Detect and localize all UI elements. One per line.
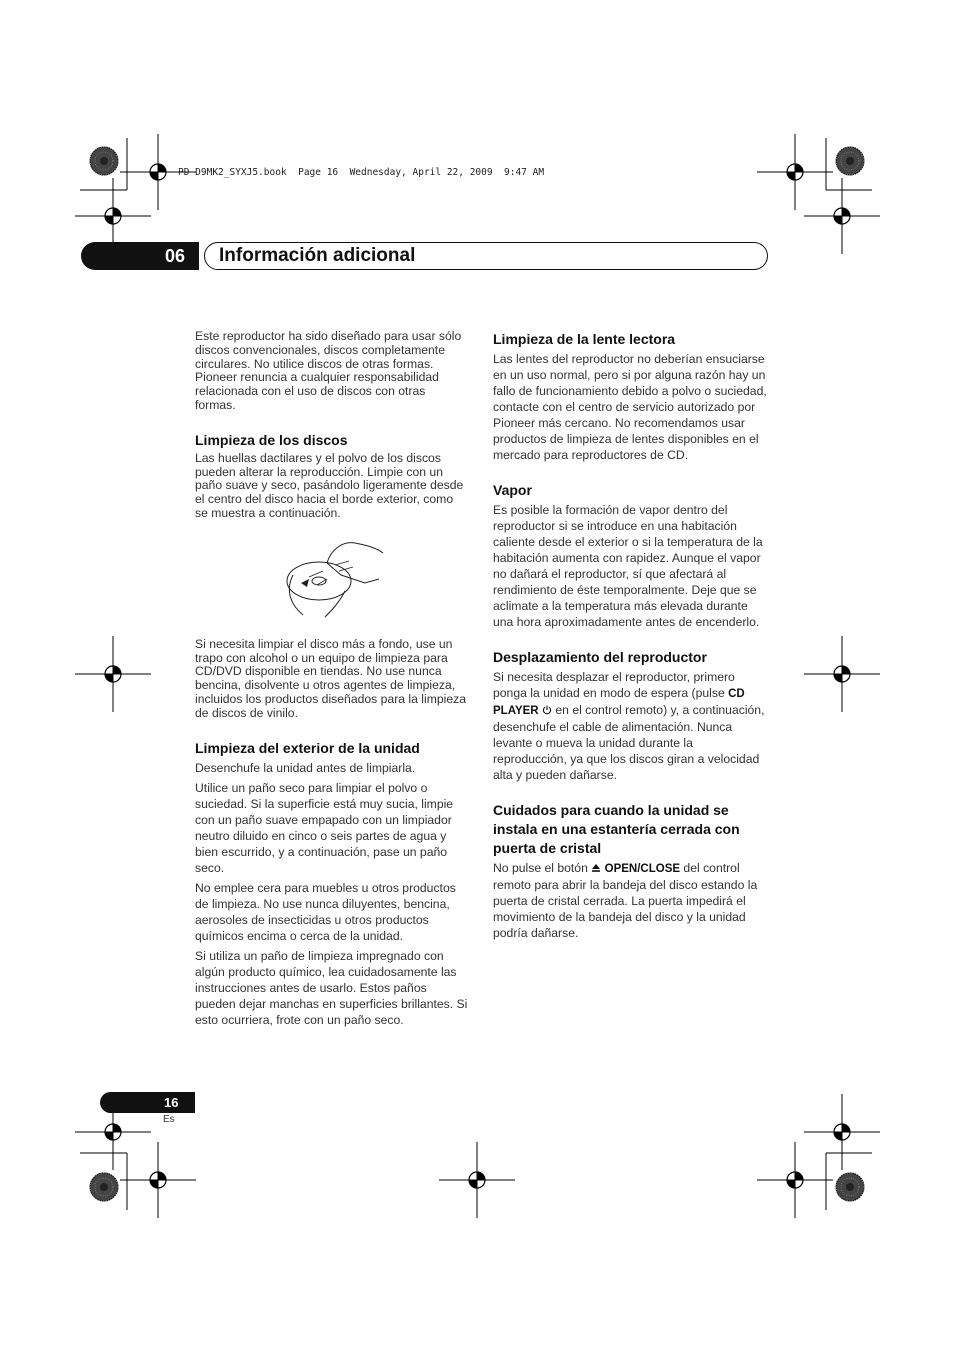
star-target-icon bbox=[90, 147, 118, 175]
moving-paragraph: Si necesita desplazar el reproductor, primero ponga la unidad en modo de espera (pulse CD PLAYER en el control remoto) y, a continuación, desenchufe el cable de alimentación. Nunca levante o mueva la unidad durante la reproducción, ya que los discos giran a velocidad alta y pueden dañarse. bbox=[493, 670, 765, 782]
vapor-paragraph: Es posible la formación de vapor dentro del reproductor si se introduce en una habitación caliente desde el exterior o si la temperatura de la habitación aumenta con rapidez. Aunque el vapor no dañará el reproductor, sí que afectará al rendimiento de éste temporalmente. Deje que se aclimate a la temperatura más elevada durante una hora aproximadamente antes de encenderlo. bbox=[493, 503, 763, 629]
disc-deep-cleaning-paragraph: Si necesita limpiar el disco más a fondo, use un trapo con alcohol o un equipo de limpieza para CD/DVD disponible en tiendas. No use nunca bencina, disolvente u otros agentes de limpieza, incluidos los productos diseñados para la limpieza de discos de vinilo. bbox=[195, 636, 466, 720]
heading-exterior-cleaning: Limpieza del exterior de la unidad bbox=[195, 739, 420, 756]
right-column bbox=[493, 330, 767, 945]
disc-cleaning-paragraph: Las huellas dactilares y el polvo de los discos pueden alterar la reproducción. Limpie con un paño suave y seco, pasándolo ligeramente desde el centro del disco hacia el borde exterior, como se muestra a continuación. bbox=[195, 450, 464, 520]
crosshair-icon bbox=[120, 1142, 196, 1218]
heading-lens-cleaning: Limpieza de la lente lectora bbox=[493, 331, 676, 347]
print-info: PD-D9MK2_SYXJ5.book Page 16 Wednesday, April 22, 2009 9:47 AM bbox=[178, 167, 545, 178]
heading-moving-player: Desplazamiento del reproductor bbox=[493, 649, 707, 665]
crosshair-icon bbox=[804, 178, 880, 254]
exterior-paragraph-4: Si utiliza un paño de limpieza impregnado con algún producto químico, lea cuidadosamente las instrucciones antes de usarlo. Estos paños pueden dejar manchas en superficies brillantes. Si esto ocurriera, frote con un paño seco. bbox=[195, 948, 468, 1027]
crosshair-icon bbox=[439, 1142, 515, 1218]
page-number: 16 bbox=[100, 1092, 195, 1113]
lens-paragraph: Las lentes del reproductor no deberían ensuciarse en un uso normal, pero si por alguna razón hay un fallo de funcionamiento debido a polvo o suciedad, contacte con el centro de servicio autorizado por Pioneer más cercano. No recomendamos usar productos de limpieza de lentes disponibles en el mercado para reproductores de CD. bbox=[493, 352, 767, 462]
eject-icon bbox=[591, 863, 601, 873]
open-close-key: OPEN/CLOSE bbox=[604, 863, 681, 875]
star-target-icon bbox=[836, 1173, 864, 1201]
power-icon bbox=[542, 705, 552, 715]
exterior-paragraph-1: Desenchufe la unidad antes de limpiarla. bbox=[195, 760, 416, 775]
crosshair-icon bbox=[804, 636, 880, 712]
left-column bbox=[195, 330, 469, 1032]
disc-cleaning-illustration bbox=[279, 535, 389, 619]
heading-glass-cabinet-care: Cuidados para cuando la unidad se instala en una estantería cerrada con puerta de cristal bbox=[493, 802, 740, 856]
crosshair-icon bbox=[757, 1142, 833, 1218]
intro-paragraph: Este reproductor ha sido diseñado para usar sólo discos convencionales, discos completamente circulares. No utilice discos de otras formas. Pioneer renuncia a cualquier responsabilidad relacionada con el uso de discos con otras formas. bbox=[195, 329, 462, 412]
heading-vapor: Vapor bbox=[493, 482, 532, 498]
chapter-number: 06 bbox=[81, 242, 199, 270]
exterior-paragraph-2: Utilice un paño seco para limpiar el polvo o suciedad. Si la superficie está muy sucia, limpie con un paño suave empapado con un limpiador neutro diluido en cinco o seis partes de agua y bien escurrido, y a continuación, pase un paño seco. bbox=[195, 780, 454, 875]
cd-player-key: CD PLAYER bbox=[493, 688, 745, 717]
crosshair-icon bbox=[804, 1094, 880, 1170]
cabinet-paragraph: No pulse el botón OPEN/CLOSE del control remoto para abrir la bandeja del disco estando la puerta de cristal cerrada. La puerta impedirá el movimiento de la bandeja del disco y la unidad podría dañarse. bbox=[493, 861, 758, 940]
crosshair-icon bbox=[757, 134, 833, 210]
star-target-icon bbox=[836, 147, 864, 175]
heading-disc-cleaning: Limpieza de los discos bbox=[195, 431, 348, 448]
star-target-icon bbox=[90, 1173, 118, 1201]
chapter-title: Información adicional bbox=[204, 242, 768, 270]
crosshair-icon bbox=[75, 636, 151, 712]
language-code: Es bbox=[163, 1114, 175, 1125]
exterior-paragraph-3: No emplee cera para muebles u otros productos de limpieza. No use nunca diluyentes, bencina, aerosoles de insecticidas u otros productos químicos encima o cerca de la unidad. bbox=[195, 880, 456, 943]
